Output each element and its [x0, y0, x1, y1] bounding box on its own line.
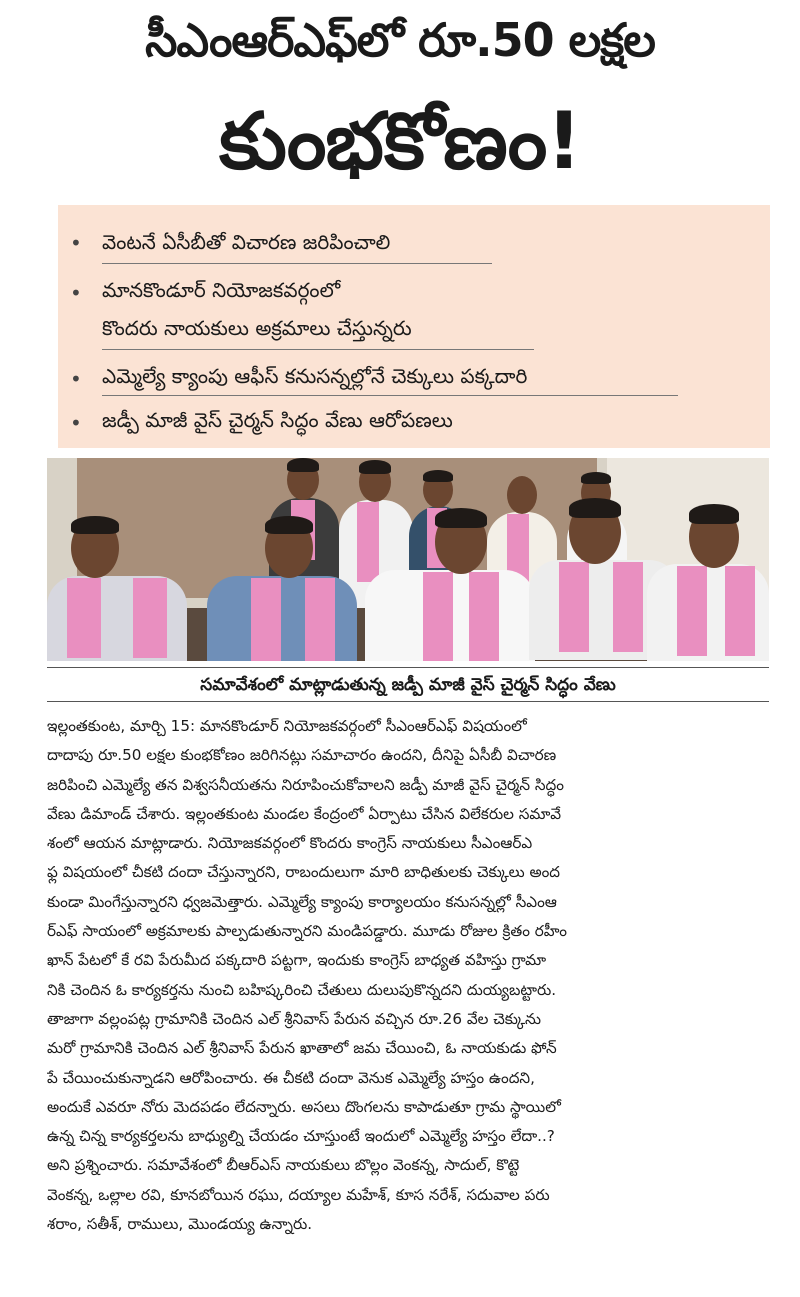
caption-bottom-rule [47, 701, 769, 702]
divider [102, 349, 534, 350]
article-line: శరాం, సతీశ్, రాములు, మొండయ్య ఉన్నారు. [47, 1215, 313, 1234]
article-line: వేణు డిమాండ్ చేశారు. ఇల్లంతకుంట మండల కేంద్రంలో ఏర్పాటు చేసిన విలేకరుల సమావే [47, 804, 562, 823]
article-line: ఇల్లంతకుంట, మార్చి 15: మానకొండూర్ నియోజకవర్గంలో సీఎంఆర్‌ఎఫ్ విషయంలో [47, 717, 527, 735]
highlight-text: కొందరు నాయకులు అక్రమాలు చేస్తున్నరు [102, 316, 412, 340]
article-line: పే చేయించుకున్నాడని ఆరోపించారు. ఈ చీకటి దందా వెనుక ఎమ్మెల్యే హస్తం ఉందని, [47, 1068, 535, 1087]
highlight-text: ఎమ్మెల్యే క్యాంపు ఆఫీస్ కనుసన్నల్లోనే చెక్కులు పక్కదారి [102, 364, 528, 388]
caption-top-rule [47, 667, 769, 668]
article-line: ఫ్ల విషయంలో చీకటి దందా చేస్తున్నారని, రాబందులుగా మారి బాధితులకు చెక్కులు అంద [47, 863, 561, 882]
bullet-icon: • [70, 367, 82, 391]
article-line: కుండా మింగేస్తున్నారని ధ్వజమెత్తారు. ఎమ్మెల్యే క్యాంపు కార్యాలయం కనుసన్నల్లో సీఎంఆ [47, 892, 557, 911]
bullet-icon: • [70, 231, 82, 255]
headline-line-2: కుంభకోణం! [219, 97, 581, 187]
bullet-icon: • [70, 281, 82, 305]
highlight-text: జడ్పీ మాజీ వైస్ చైర్మన్ సిద్ధం వేణు ఆరోపణలు [102, 408, 453, 432]
divider [102, 263, 492, 264]
highlights-box [58, 205, 770, 448]
article-line: అందుకే ఎవరూ నోరు మెదపడం లేదన్నారు. అసలు దొంగలను కాపాడుతూ గ్రామ స్థాయిలో [47, 1097, 561, 1116]
highlight-text: వెంటనే ఏసీబీతో విచారణ జరిపించాలి [102, 230, 391, 254]
article-body [47, 712, 772, 1239]
divider [102, 395, 678, 396]
article-line: మరో గ్రామానికి చెందిన ఎల్ శ్రీనివాస్ పేరున ఖాతాలో జమ చేయించి, ఓ నాయకుడు ఫోన్ [47, 1039, 557, 1058]
article-line: దాదాపు రూ.50 లక్షల కుంభకోణం జరిగినట్లు సమాచారం ఉందని, దీనిపై ఏసీబీ విచారణ [47, 746, 557, 765]
press-meet-photo [47, 458, 769, 661]
highlight-text: మానకొండూర్ నియోజకవర్గంలో [102, 278, 341, 302]
photo-caption: సమావేశంలో మాట్లాడుతున్న జడ్పీ మాజీ వైస్ చైర్మన్ సిద్ధం వేణు [200, 675, 616, 695]
article-line: తాజాగా వల్లంపట్ల గ్రామానికి చెందిన ఎల్ శ్రీనివాస్ పేరున వచ్చిన రూ.26 వేల చెక్కును [47, 1009, 541, 1028]
article-line: వెంకన్న, ఒల్లాల రవి, కూనబోయిన రఘు, దయ్యాల మహేశ్, కూస నరేశ్, సదువాల పరు [47, 1185, 550, 1204]
article-line: జరిపించి ఎమ్మెల్యే తన విశ్వసనీయతను నిరూపించుకోవాలని జడ్పీ మాజీ వైస్ చైర్మన్ సిద్ధం [47, 775, 564, 794]
article-line: నికి చెందిన ఓ కార్యకర్తను నుంచి బహిష్కరించి చేతులు దులుపుకొన్నదని దుయ్యబట్టారు. [47, 980, 557, 999]
article-line: అని ప్రశ్నించారు. సమావేశంలో బీఆర్ఎస్ నాయకులు బొల్లం వెంకన్న, సాదుల్, కొట్టె [47, 1156, 520, 1175]
article-line: ర్ఎఫ్ సాయంలో అక్రమాలకు పాల్పడుతున్నారని మండిపడ్డారు. మూడు రోజుల క్రితం రహీం [47, 922, 568, 941]
bullet-icon: • [70, 411, 82, 435]
article-line: ఖాన్ పేటలో కే రవి పేరుమీద పక్కదారి పట్టగా, ఇందుకు కాంగ్రెస్ బాధ్యత వహిస్తు గ్రామా [47, 951, 547, 970]
article-line: ఉన్న చిన్న కార్యకర్తలను బాధ్యుల్ని చేయడం చూస్తుంటే ఇందులో ఎమ్మెల్యే హస్తం లేదా..? [47, 1127, 555, 1146]
headline-line-1: సీఎంఆర్‌ఎఫ్‌లో రూ.50 లక్షల [145, 13, 655, 67]
article-line: శంలో ఆయన మాట్లాడారు. నియోజకవర్గంలో కొందరు కాంగ్రెస్ నాయకులు సీఎంఆర్ఎ [47, 834, 533, 853]
